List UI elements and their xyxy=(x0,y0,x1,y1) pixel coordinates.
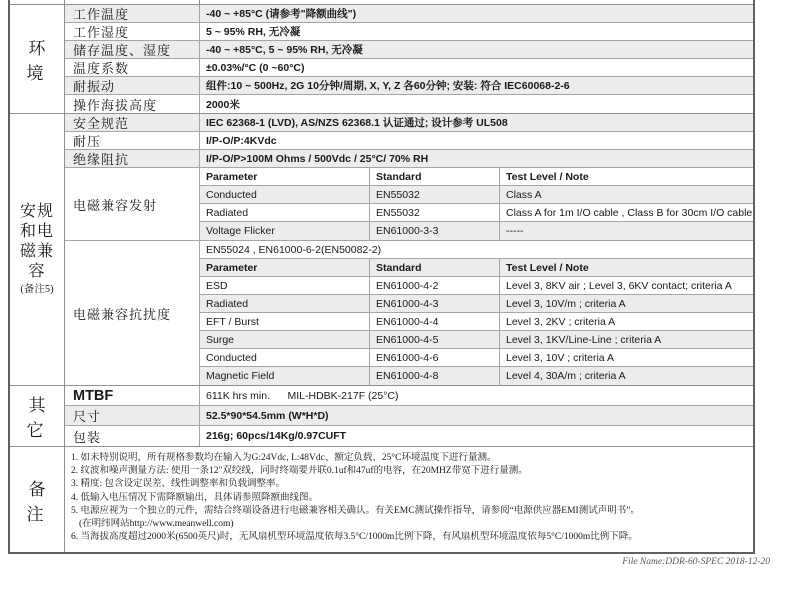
table-row xyxy=(65,132,753,150)
row-value: 2000米 xyxy=(206,98,240,111)
row-value: -40 ~ +85°C (请参考"降额曲线") xyxy=(206,8,357,20)
immunity-subtable xyxy=(200,241,753,385)
category-note: (备注5) xyxy=(20,284,54,295)
category-text: 和电 xyxy=(19,223,54,240)
table-row xyxy=(65,406,753,426)
cell-standard: EN61000-4-6 xyxy=(370,349,500,366)
table-row xyxy=(65,41,753,59)
category-text: 其 它 xyxy=(26,396,50,440)
table-row xyxy=(65,59,753,77)
row-label: 温度系数 xyxy=(65,59,200,76)
row-label: 储存温度、湿度 xyxy=(65,41,200,58)
section-label-environment xyxy=(10,5,65,113)
row-label-emission: 电磁兼容发射 xyxy=(65,168,200,240)
category-text: 容 xyxy=(28,263,46,280)
table-row xyxy=(65,5,753,23)
section-others xyxy=(10,386,753,447)
category-text: 磁兼 xyxy=(19,243,54,260)
spec-table xyxy=(8,0,755,554)
row-value: IEC 62368-1 (LVD), AS/NZS 62368.1 认证通过; 设计参考 UL508 xyxy=(206,117,508,129)
cell-test: Class A xyxy=(506,188,542,201)
row-label: 绝缘阻抗 xyxy=(65,150,200,167)
row-value: 5 ~ 95% RH, 无冷凝 xyxy=(206,26,301,38)
row-value: 216g; 60pcs/14Kg/0.97CUFT xyxy=(206,430,347,442)
table-row xyxy=(200,186,753,204)
row-label: 操作海拔高度 xyxy=(65,95,200,113)
cell-parameter: Conducted xyxy=(200,186,370,203)
row-value: 611K hrs min. MIL-HDBK-217F (25°C) xyxy=(206,389,399,402)
note-item: 6. 当海拔高度超过2000米(6500英尺)时，无风扇机型环境温度依每3.5°C/1000m比例下降，有风扇机型环境温度依每5°C/1000m比例下降。 xyxy=(71,532,638,543)
subtable-header-row xyxy=(200,259,753,277)
table-row xyxy=(65,114,753,132)
row-value: I/P-O/P>100M Ohms / 500Vdc / 25°C/ 70% RH xyxy=(206,152,429,165)
section-label-notes xyxy=(10,447,65,552)
emission-subtable xyxy=(200,168,753,240)
cell-parameter: Radiated xyxy=(200,295,370,312)
cell-parameter: Voltage Flicker xyxy=(200,222,370,240)
table-row xyxy=(65,426,753,446)
table-row xyxy=(200,349,753,367)
row-label: 尺寸 xyxy=(65,406,200,425)
row-label-mtbf: MTBF xyxy=(65,386,200,405)
table-row xyxy=(200,295,753,313)
row-value: -40 ~ +85°C, 5 ~ 95% RH, 无冷凝 xyxy=(206,44,363,56)
note-item: 4. 低输入电压情况下需降额输出，具体请参照降额曲线图。 xyxy=(71,492,319,503)
section-label-safety-emc xyxy=(10,114,65,385)
row-value: ±0.03%/°C (0 ~60°C) xyxy=(206,61,305,74)
col-header-test: Test Level / Note xyxy=(506,261,589,274)
note-item: (在明纬网站http://www.meanwell.com) xyxy=(79,519,234,530)
col-header-parameter: Parameter xyxy=(200,168,370,185)
table-row xyxy=(200,367,753,385)
cell-parameter: Surge xyxy=(200,331,370,348)
cell-test: Level 3, 8KV air ; Level 3, 6KV contact; criteria A xyxy=(506,279,732,292)
row-label: 耐压 xyxy=(65,132,200,149)
table-row xyxy=(200,222,753,240)
cell-test: Class A for 1m I/O cable , Class B for 30cm I/O cable xyxy=(506,206,753,219)
file-name-footer: File Name:DDR-60-SPEC 2018-12-20 xyxy=(622,557,770,567)
row-value: 组件:10 ~ 500Hz, 2G 10分钟/周期, X, Y, Z 各60分钟; 安装: 符合 IEC60068-2-6 xyxy=(206,80,570,92)
table-row xyxy=(65,23,753,41)
col-header-parameter: Parameter xyxy=(200,259,370,276)
col-header-standard: Standard xyxy=(370,259,500,276)
table-row xyxy=(65,150,753,168)
subtable-header-row xyxy=(200,168,753,186)
cell-parameter: EFT / Burst xyxy=(200,313,370,330)
table-row xyxy=(65,95,753,113)
table-row xyxy=(65,386,753,406)
notes-box xyxy=(65,447,753,552)
cell-parameter: Radiated xyxy=(200,204,370,221)
section-notes xyxy=(10,447,753,552)
row-label: 耐振动 xyxy=(65,77,200,94)
row-value: 52.5*90*54.5mm (W*H*D) xyxy=(206,409,329,422)
note-item: 3. 精度: 包含设定误差、线性调整率和负载调整率。 xyxy=(71,479,286,490)
cell-parameter: ESD xyxy=(200,277,370,294)
note-item: 5. 电源应视为一个独立的元件，需结合终端设备进行电磁兼容相关确认。有关EMC测试操作指导，请参阅“电源供应器EMI测试声明书”。 xyxy=(71,505,640,516)
row-label: 工作湿度 xyxy=(65,23,200,40)
cell-standard: EN61000-4-5 xyxy=(370,331,500,348)
cell-standard: EN61000-4-4 xyxy=(370,313,500,330)
cell-standard: EN61000-4-2 xyxy=(370,277,500,294)
cell-parameter: Conducted xyxy=(200,349,370,366)
row-label-immunity: 电磁兼容抗扰度 xyxy=(65,241,200,385)
cell-standard: EN55032 xyxy=(370,186,500,203)
category-text: 安规 xyxy=(19,203,54,220)
row-label: 包装 xyxy=(65,426,200,446)
row-label: 安全规范 xyxy=(65,114,200,131)
col-header-test: Test Level / Note xyxy=(506,170,589,183)
table-row xyxy=(200,313,753,331)
cell-test: Level 3, 10V ; criteria A xyxy=(506,351,614,364)
section-safety-emc xyxy=(10,114,753,386)
cell-test: Level 3, 1KV/Line-Line ; criteria A xyxy=(506,333,662,346)
cell-standard: EN61000-4-8 xyxy=(370,367,500,385)
cell-test: Level 3, 10V/m ; criteria A xyxy=(506,297,626,310)
cell-test: Level 4, 30A/m ; criteria A xyxy=(506,370,626,382)
note-item: 1. 如未特别说明，所有规格参数均在输入为G:24Vdc, L:48Vdc、额定负载、25°C环境温度下进行量测。 xyxy=(71,453,497,463)
cell-standard: EN61000-3-3 xyxy=(370,222,500,240)
cell-test: Level 3, 2KV ; criteria A xyxy=(506,315,616,328)
table-row xyxy=(200,331,753,349)
emc-immunity-group xyxy=(65,241,753,385)
cell-standard: EN61000-4-3 xyxy=(370,295,500,312)
section-environment xyxy=(10,5,753,114)
col-header-standard: Standard xyxy=(370,168,500,185)
note-item: 2. 纹波和噪声测量方法: 使用一条12"双绞线，同时终端要并联0.1uf和47uf的电容，在20MHZ带宽下进行量测。 xyxy=(71,466,528,477)
emc-emission-group xyxy=(65,168,753,241)
cell-standards: EN55024 , EN61000-6-2(EN50082-2) xyxy=(206,243,382,256)
category-text: 备 注 xyxy=(26,479,50,524)
table-row xyxy=(200,277,753,295)
cell-parameter: Magnetic Field xyxy=(200,367,370,385)
row-label: 工作温度 xyxy=(65,5,200,22)
table-row xyxy=(200,204,753,222)
row-value: I/P-O/P:4KVdc xyxy=(206,134,277,147)
table-row xyxy=(65,77,753,95)
section-label-others xyxy=(10,386,65,446)
cell-test: ----- xyxy=(506,225,524,237)
category-text: 环 境 xyxy=(26,39,50,83)
cell-standard: EN55032 xyxy=(370,204,500,221)
immunity-standards-row xyxy=(200,241,753,259)
